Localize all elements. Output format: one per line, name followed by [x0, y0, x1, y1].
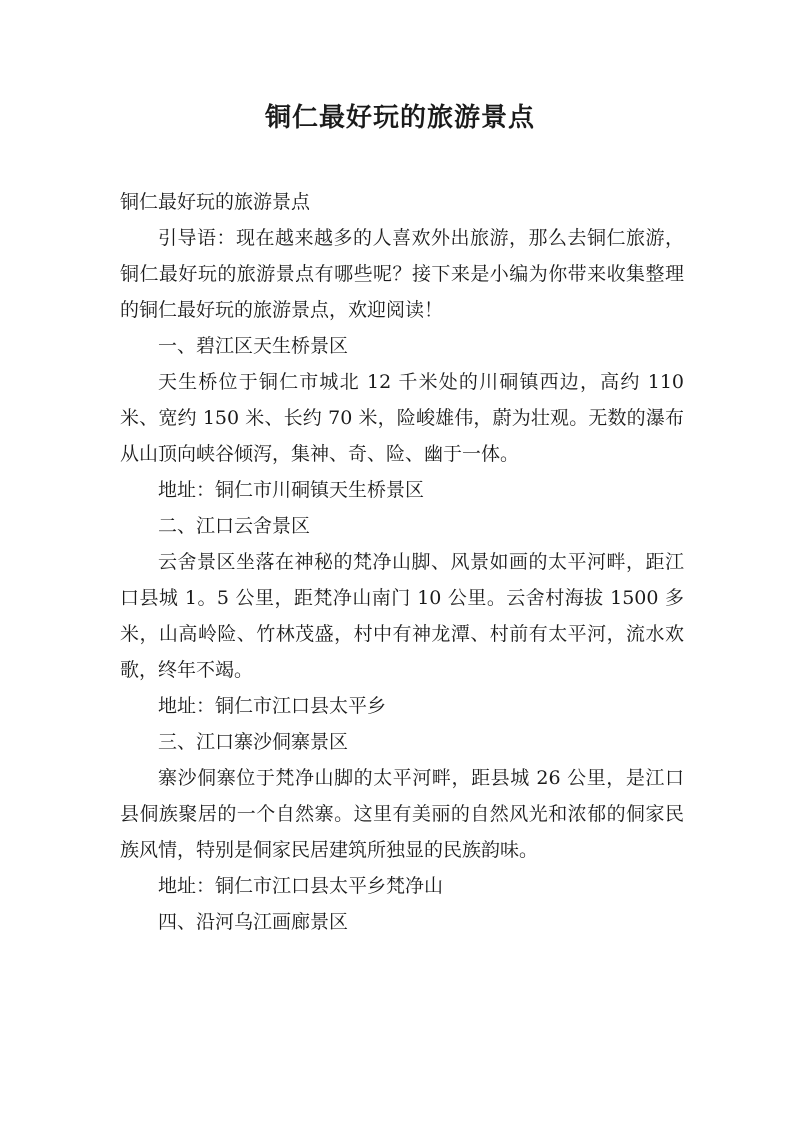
subtitle-paragraph: 铜仁最好玩的旅游景点 — [120, 191, 311, 213]
address-line: 地址：铜仁市江口县太平乡梵净山 — [158, 875, 444, 897]
intro-paragraph: 引导语：现在越来越多的人喜欢外出旅游，那么去铜仁旅游，铜仁最好玩的旅游景点有哪些呢？接下来是小编为你带来收集整理的铜仁最好玩的旅游景点，欢迎阅读！ — [120, 227, 684, 321]
page-title: 铜仁最好玩的旅游景点 — [264, 103, 535, 133]
address-line: 地址：铜仁市江口县太平乡 — [158, 695, 387, 717]
section-heading: 一、碧江区天生桥景区 — [158, 335, 349, 357]
document-body — [120, 184, 684, 940]
body-paragraph: 寨沙侗寨位于梵净山脚的太平河畔，距县城 26 公里，是江口县侗族聚居的一个自然寨。这里有美丽的自然风光和浓郁的侗家民族风情，特别是侗家民居建筑所独显的民族韵味。 — [120, 767, 684, 861]
body-paragraph: 云舍景区坐落在神秘的梵净山脚、风景如画的太平河畔，距江口县城 1。5 公里，距梵净山南门 10 公里。云舍村海拔 1500 多米，山高岭险、竹林茂盛，村中有神龙潭、村前有太平河，流水欢歌，终年不竭。 — [120, 551, 684, 681]
section-heading: 四、沿河乌江画廊景区 — [158, 911, 349, 933]
address-line: 地址：铜仁市川硐镇天生桥景区 — [158, 479, 425, 501]
section-heading: 二、江口云舍景区 — [158, 515, 311, 537]
section-heading: 三、江口寨沙侗寨景区 — [158, 731, 349, 753]
body-paragraph: 天生桥位于铜仁市城北 12 千米处的川硐镇西边，高约 110 米、宽约 150 米、长约 70 米，险峻雄伟，蔚为壮观。无数的瀑布从山顶向峡谷倾泻，集神、奇、险、幽于一体。 — [120, 371, 684, 465]
